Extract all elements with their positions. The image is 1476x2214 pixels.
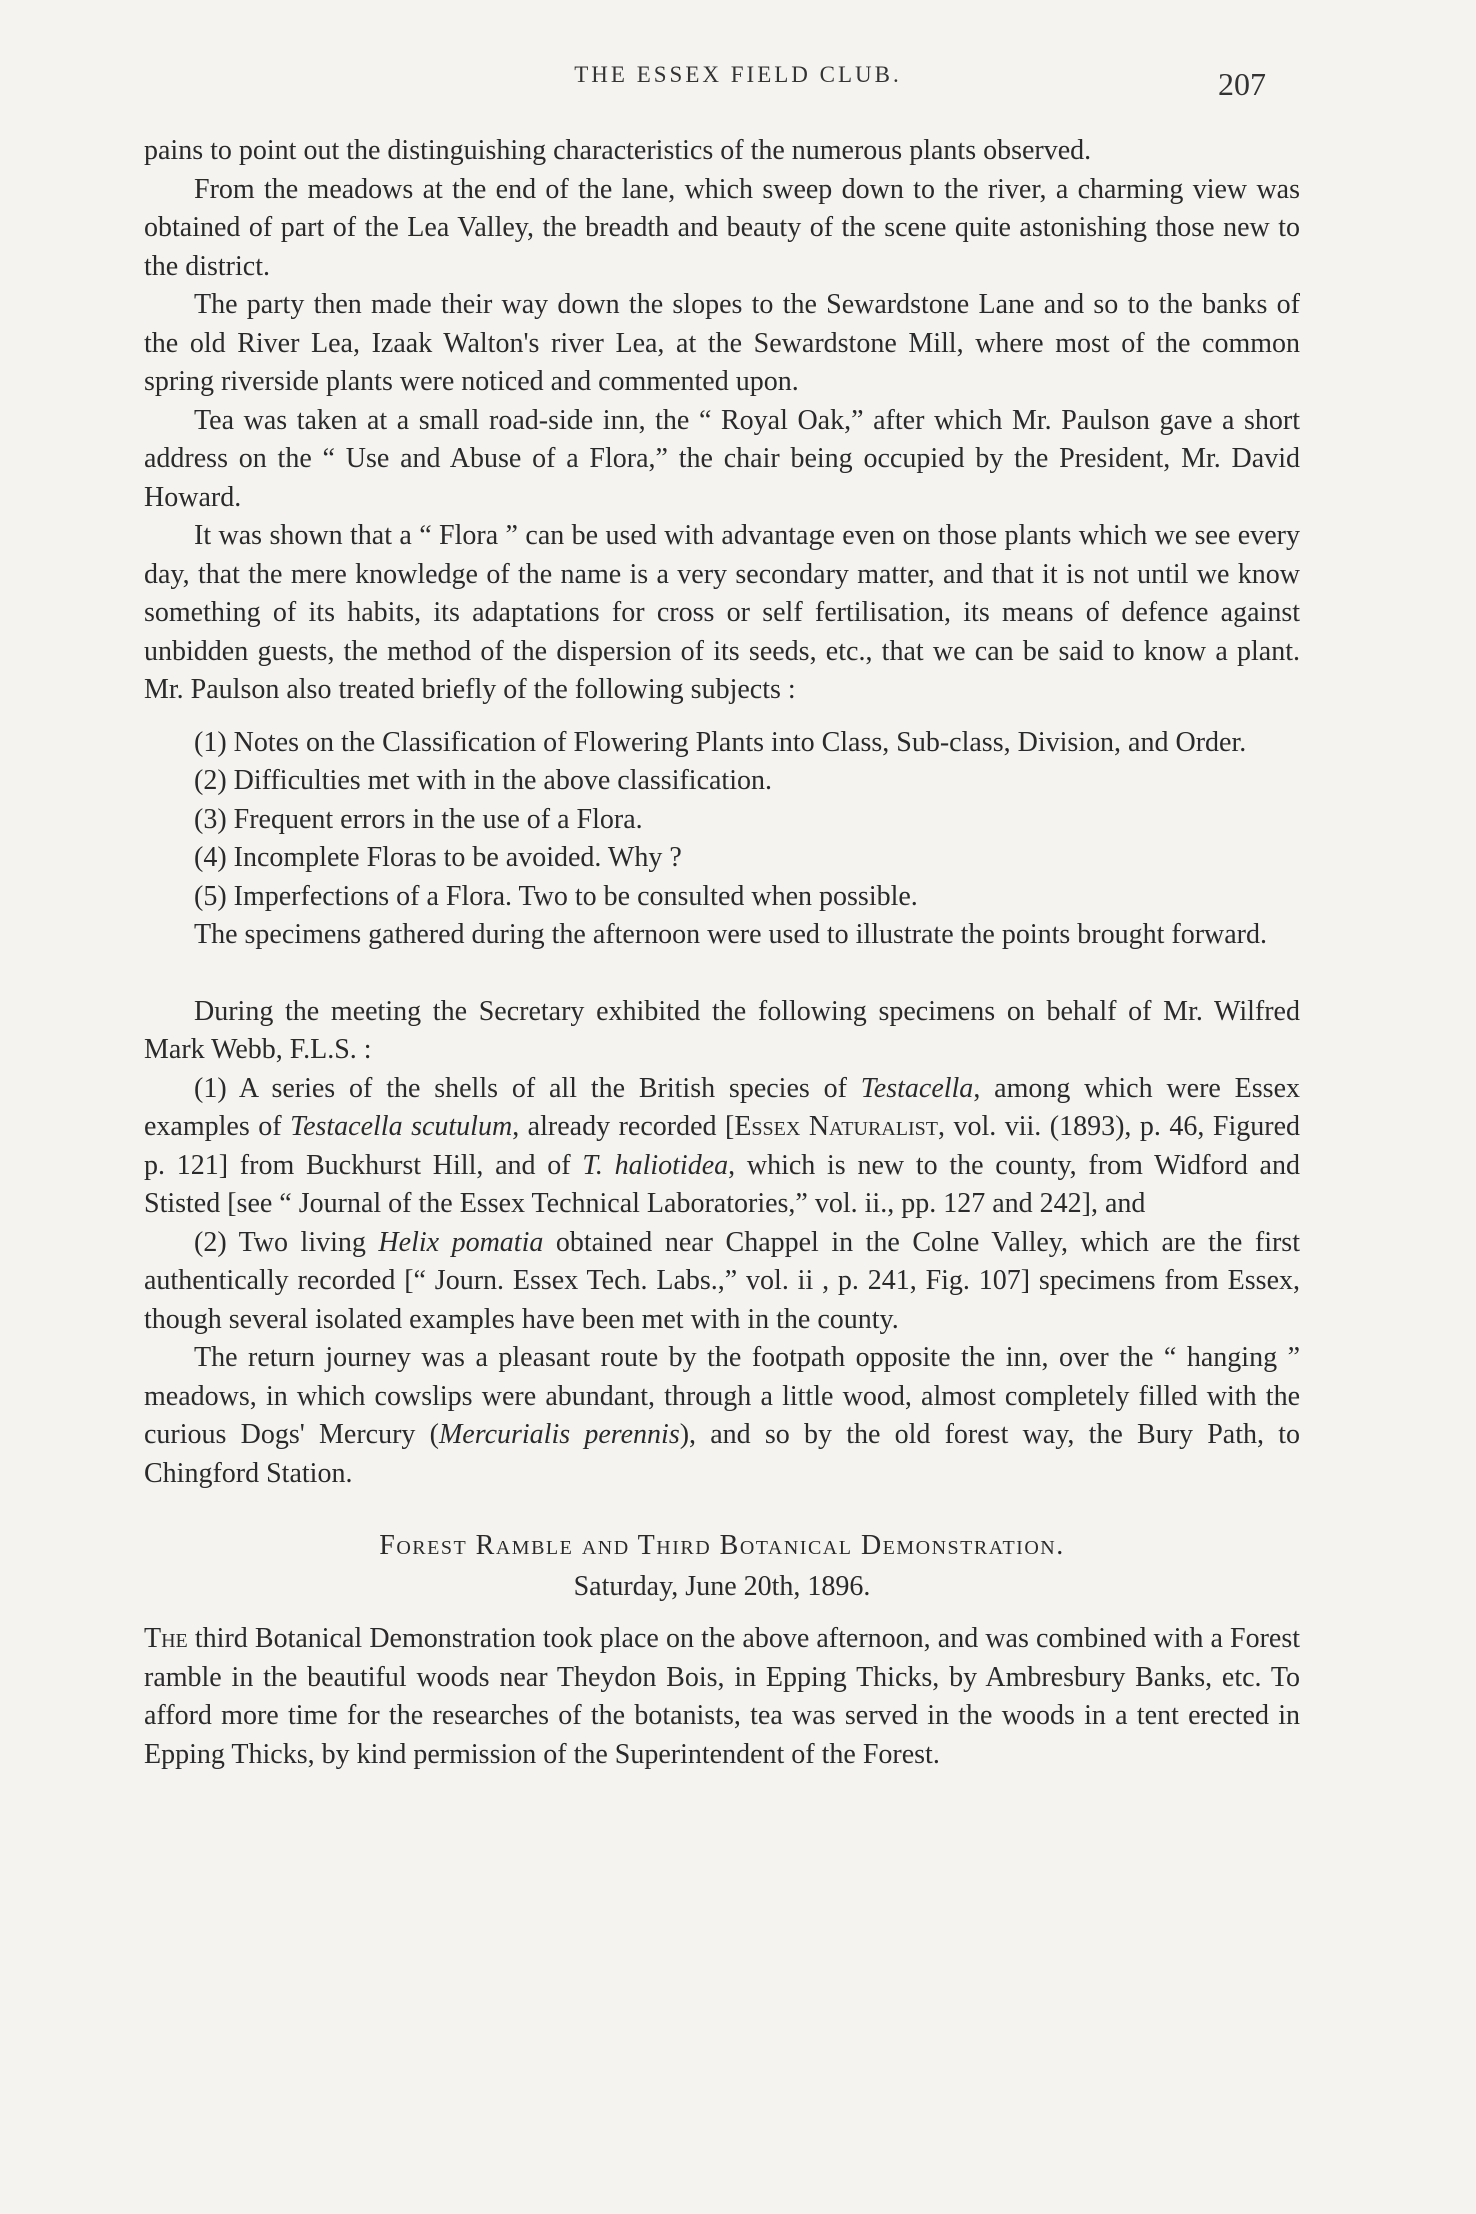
running-title: THE ESSEX FIELD CLUB. [574, 62, 902, 87]
page-number: 207 [1218, 66, 1266, 102]
specimen-item: (1) A series of the shells of all the British species of Testacella, among which were Essex examples of Testacella scutulum, already recorded [Essex Naturalist, vol. vii. (1893), p. 46, Figured p. 121] from Buckhurst Hill, and of T. haliotidea, which is new to the county, from Widford and Stisted [see “ Journal of the Essex Technical Laboratories,” vol. ii., pp. 127 and 242], and [144, 1072, 1301, 1219]
subject-item: (3) Frequent errors in the use of a Flora. [194, 803, 643, 835]
paragraph: Tea was taken at a small road-side inn, the “ Royal Oak,” after which Mr. Paulson gave a short address on the “ Use and Abuse of a Flora,” the chair being occupied by the President, Mr. David Howard. [144, 404, 1300, 513]
section-date: Saturday, June 20th, 1896. [573, 1570, 871, 1602]
subject-item: (4) Incomplete Floras to be avoided. Why ? [194, 842, 682, 873]
body-text [144, 132, 1300, 1774]
subject-item: (2) Difficulties met with in the above classification. [194, 765, 772, 796]
paragraph: The third Botanical Demonstration took place on the above afternoon, and was combined with a Forest ramble in the beautiful woods near Theydon Bois, in Epping Thicks, by Ambresbury Banks, etc. To afford more time for the researches of the botanists, tea was served in the woods in a tent erected in Epping Thicks, by kind permission of the Superintendent of the Forest. [144, 1623, 1300, 1770]
paragraph: The return journey was a pleasant route by the footpath opposite the inn, over the “ hanging ” meadows, in which cowslips were abundant, through a little wood, almost completely filled with the curious Dogs' Mercury (Mercurialis perennis), and so by the old forest way, the Bury Path, to Chingford Station. [144, 1342, 1300, 1489]
paragraph: During the meeting the Secretary exhibited the following specimens on behalf of Mr. Wilfred Mark Webb, F.L.S. : [144, 995, 1300, 1065]
paragraph: The specimens gathered during the afternoon were used to illustrate the points brought forward. [194, 919, 1268, 950]
subject-item: (5) Imperfections of a Flora. Two to be consulted when possible. [194, 880, 918, 912]
paragraph: The party then made their way down the slopes to the Sewardstone Lane and so to the banks of the old River Lea, Izaak Walton's river Lea, at the Sewardstone Mill, where most of the common spring riverside plants were noticed and commented upon. [144, 289, 1300, 397]
paragraph: From the meadows at the end of the lane, which sweep down to the river, a charming view was obtained of part of the Lea Valley, the breadth and beauty of the scene quite astonishing those new to the district. [144, 173, 1300, 282]
subject-item: (1) Notes on the Classification of Flowering Plants into Class, Sub-class, Division, and Order. [194, 726, 1247, 758]
section-heading: Forest Ramble and Third Botanical Demonstration. [379, 1530, 1065, 1561]
paragraph: pains to point out the distinguishing characteristics of the numerous plants observed. [144, 135, 1092, 166]
paragraph: It was shown that a “ Flora ” can be used with advantage even on those plants which we see every day, that the mere knowledge of the name is a very secondary matter, and that it is not until we know something of its habits, its adaptations for cross or self fertilisation, its means of defence against unbidden guests, the method of the dispersion of its seeds, etc., that we can be said to know a plant. Mr. Paulson also treated briefly of the following subjects : [144, 520, 1300, 705]
specimen-item: (2) Two living Helix pomatia obtained near Chappel in the Colne Valley, which are the first authentically recorded [“ Journ. Essex Tech. Labs.,” vol. ii , p. 241, Fig. 107] specimens from Essex, though several isolated examples have been met with in the county. [144, 1226, 1300, 1335]
